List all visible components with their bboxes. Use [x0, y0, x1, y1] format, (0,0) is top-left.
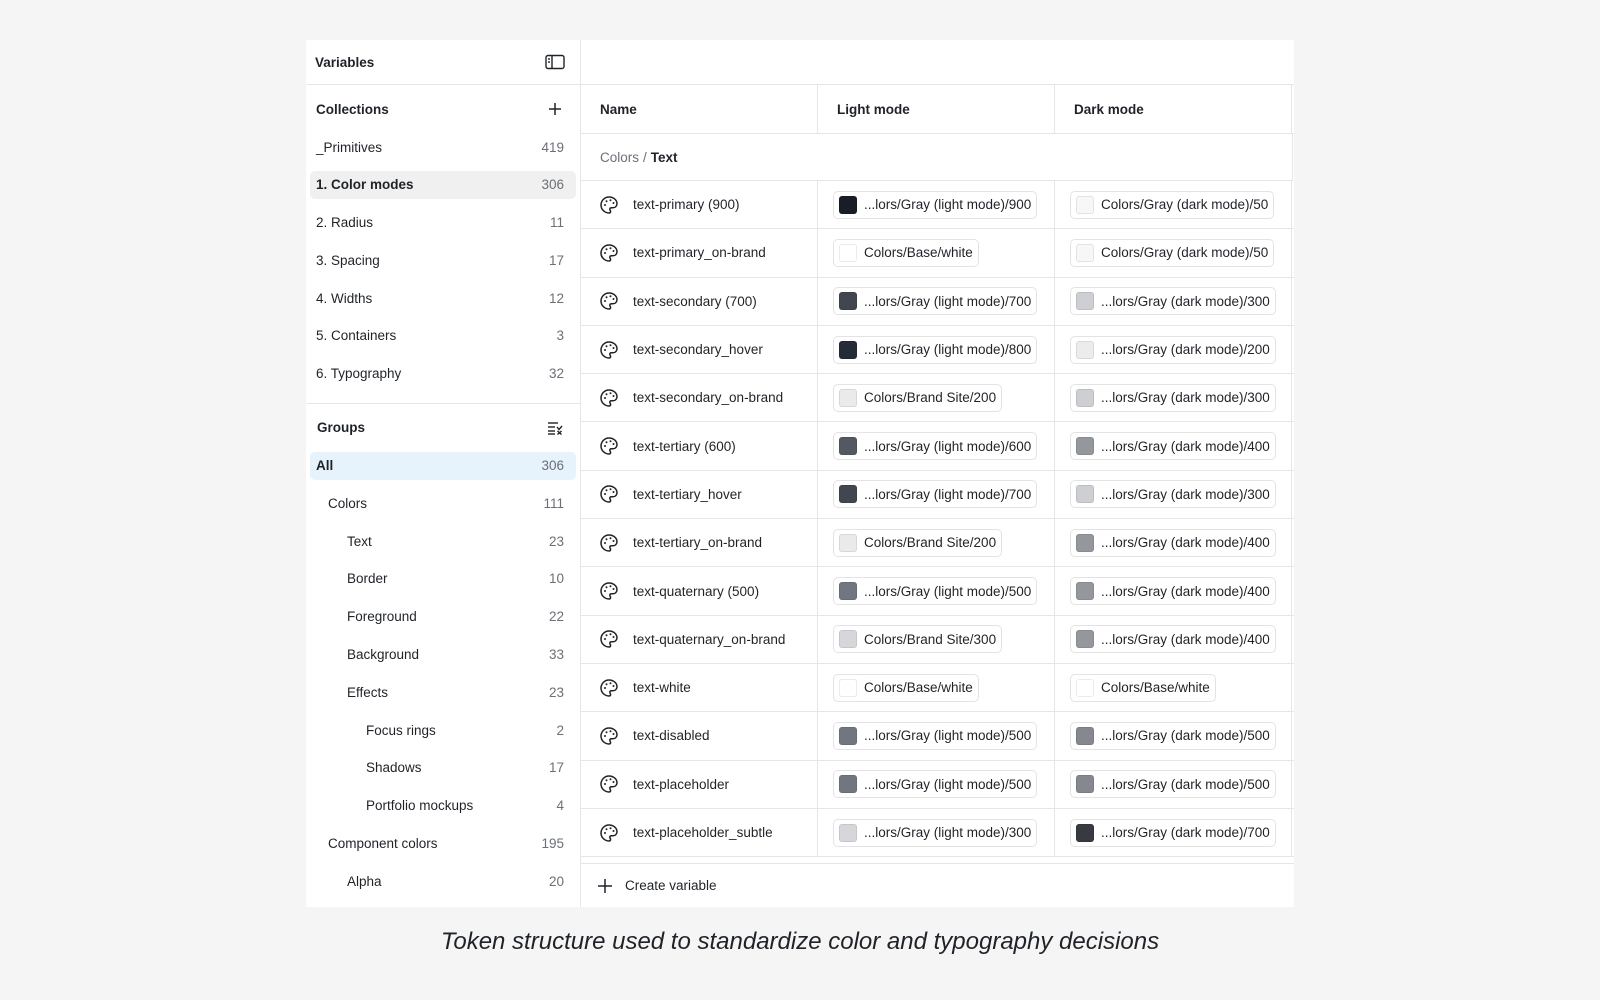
variable-name: text-placeholder: [633, 776, 730, 792]
group-item[interactable]: [310, 565, 576, 593]
group-label: Component colors: [328, 836, 438, 852]
group-count: 2: [556, 722, 564, 738]
light-mode-alias-chip[interactable]: [833, 770, 1037, 798]
group-breadcrumb: [581, 134, 1293, 181]
color-swatch: [1076, 389, 1094, 407]
color-swatch: [1076, 244, 1094, 262]
color-swatch: [839, 775, 857, 793]
variable-name: text-placeholder_subtle: [633, 825, 773, 840]
color-swatch: [839, 534, 857, 552]
group-label: Portfolio mockups: [366, 798, 474, 814]
palette-icon: [599, 436, 619, 456]
alias-label: ...lors/Gray (light mode)/700: [864, 293, 1032, 309]
color-swatch: [1076, 196, 1094, 214]
group-label: Alpha: [347, 873, 382, 889]
light-mode-alias-chip[interactable]: [833, 432, 1037, 460]
color-swatch: [839, 244, 857, 262]
alias-label: Colors/Brand Site/200: [864, 390, 997, 406]
variable-name: text-secondary_on-brand: [633, 390, 784, 406]
table-row[interactable]: [581, 278, 1294, 326]
group-item[interactable]: [310, 527, 576, 555]
dark-mode-cell: [1055, 229, 1292, 276]
sidebar: [306, 40, 581, 907]
palette-icon: [599, 484, 619, 504]
dark-mode-cell: [1055, 664, 1292, 711]
group-item[interactable]: [310, 792, 576, 820]
table-row[interactable]: [581, 229, 1294, 277]
variable-name-cell[interactable]: [581, 471, 818, 518]
dark-mode-alias-chip[interactable]: [1070, 577, 1276, 605]
variable-name-cell[interactable]: [581, 664, 818, 711]
sidebar-header: [306, 40, 580, 85]
table-row[interactable]: [581, 809, 1294, 857]
color-swatch: [839, 630, 857, 648]
group-label: Foreground: [347, 609, 417, 625]
color-swatch: [1076, 485, 1094, 503]
palette-icon: [599, 195, 619, 215]
light-mode-alias-chip[interactable]: [833, 577, 1037, 605]
group-item[interactable]: [310, 452, 576, 480]
light-mode-alias-chip[interactable]: [833, 529, 1002, 557]
table-row[interactable]: [581, 664, 1294, 712]
variable-name: text-disabled: [633, 728, 710, 744]
group-label: Text: [347, 533, 372, 549]
light-mode-alias-chip[interactable]: [833, 287, 1037, 315]
color-swatch: [839, 292, 857, 310]
variable-name-cell[interactable]: [581, 229, 818, 276]
variable-name: text-quaternary_on-brand: [633, 631, 786, 647]
collection-label: 5. Containers: [316, 328, 397, 344]
group-count: 10: [548, 571, 564, 587]
variable-name: text-tertiary_hover: [633, 486, 742, 502]
light-mode-alias-chip[interactable]: [833, 336, 1037, 364]
group-label: Background: [347, 647, 420, 663]
collection-count: 11: [549, 215, 564, 231]
variable-name-cell[interactable]: [581, 761, 818, 808]
figure-caption: Token structure used to standardize color and typography decisions: [440, 928, 1160, 955]
palette-icon: [599, 774, 619, 794]
dark-mode-cell: [1055, 374, 1292, 421]
variable-name: text-secondary (700): [633, 293, 757, 309]
dark-mode-alias-chip[interactable]: [1070, 770, 1276, 798]
table-body: [581, 181, 1294, 866]
alias-label: ...lors/Gray (light mode)/500: [864, 776, 1032, 792]
group-count: 306: [541, 458, 564, 474]
collection-item[interactable]: [310, 360, 576, 388]
color-swatch: [839, 196, 857, 214]
color-swatch: [1076, 292, 1094, 310]
alias-label: ...lors/Gray (light mode)/900: [864, 197, 1032, 213]
palette-icon: [599, 629, 619, 649]
dark-mode-alias-chip[interactable]: [1070, 239, 1274, 267]
group-count: 20: [548, 873, 564, 889]
variable-name: text-quaternary (500): [633, 583, 760, 599]
variable-name: text-tertiary (600): [633, 438, 736, 454]
light-mode-alias-chip[interactable]: [833, 239, 979, 267]
dark-mode-cell: [1055, 326, 1292, 373]
alias-label: ...lors/Gray (dark mode)/500: [1101, 776, 1270, 792]
palette-icon: [599, 823, 619, 843]
color-swatch: [1076, 727, 1094, 745]
collection-count: 3: [556, 328, 564, 344]
light-mode-cell: [818, 422, 1055, 469]
variable-name-cell[interactable]: [581, 712, 818, 759]
dark-mode-alias-chip[interactable]: [1070, 191, 1274, 219]
color-swatch: [1076, 582, 1094, 600]
group-label: Colors: [328, 495, 368, 511]
alias-label: Colors/Brand Site/300: [864, 631, 997, 647]
group-item[interactable]: [310, 641, 576, 669]
light-mode-cell: [818, 374, 1055, 421]
collection-count: 12: [548, 290, 564, 306]
alias-label: ...lors/Gray (light mode)/300: [864, 825, 1032, 840]
group-count: 23: [548, 684, 564, 700]
collection-count: 32: [548, 366, 564, 382]
palette-icon: [599, 726, 619, 746]
light-mode-alias-chip[interactable]: [833, 625, 1002, 653]
palette-icon: [599, 340, 619, 360]
plus-icon: [597, 878, 613, 894]
alias-label: ...lors/Gray (dark mode)/300: [1101, 390, 1270, 406]
collection-label: 1. Color modes: [316, 177, 414, 193]
light-mode-cell: [818, 712, 1055, 759]
color-swatch: [1076, 534, 1094, 552]
dark-mode-alias-chip[interactable]: [1070, 674, 1216, 702]
collections-list: [306, 133, 580, 398]
color-swatch: [839, 437, 857, 455]
color-swatch: [1076, 824, 1094, 842]
group-label: Shadows: [366, 760, 422, 776]
color-swatch: [1076, 437, 1094, 455]
create-variable-label: Create variable: [625, 878, 717, 893]
light-mode-cell: [818, 229, 1055, 276]
group-count: 111: [543, 495, 564, 511]
variable-name-cell[interactable]: [581, 519, 818, 566]
group-count: 195: [541, 836, 564, 852]
group-label: Effects: [347, 684, 389, 700]
palette-icon: [599, 678, 619, 698]
dark-mode-cell: [1055, 616, 1292, 663]
alias-label: ...lors/Gray (dark mode)/400: [1101, 438, 1270, 454]
table-toolbar: [581, 40, 1294, 85]
group-item[interactable]: [310, 678, 576, 706]
variable-name-cell[interactable]: [581, 567, 818, 614]
light-mode-cell: [818, 809, 1055, 856]
alias-label: ...lors/Gray (dark mode)/400: [1101, 583, 1270, 599]
alias-label: Colors/Base/white: [864, 245, 973, 261]
table-row[interactable]: [581, 567, 1294, 615]
alias-label: ...lors/Gray (light mode)/500: [864, 728, 1032, 744]
add-collection-plus-icon[interactable]: [544, 98, 566, 120]
light-mode-cell: [818, 616, 1055, 663]
alias-label: Colors/Brand Site/200: [864, 535, 997, 551]
variable-name: text-primary_on-brand: [633, 245, 766, 261]
light-mode-alias-chip[interactable]: [833, 722, 1037, 750]
palette-icon: [599, 243, 619, 263]
group-item[interactable]: [310, 489, 576, 517]
group-label: Border: [347, 571, 388, 587]
light-mode-cell: [818, 761, 1055, 808]
dark-mode-alias-chip[interactable]: [1070, 480, 1276, 508]
color-swatch: [839, 679, 857, 697]
collection-label: 4. Widths: [316, 290, 373, 306]
light-mode-cell: [818, 471, 1055, 518]
color-swatch: [839, 389, 857, 407]
group-item[interactable]: [310, 754, 576, 782]
light-mode-alias-chip[interactable]: [833, 480, 1037, 508]
light-mode-cell: [818, 664, 1055, 711]
create-variable-button[interactable]: [581, 863, 1294, 907]
light-mode-cell: [818, 181, 1055, 228]
table-row[interactable]: [581, 471, 1294, 519]
breadcrumb-separator: /: [643, 149, 647, 165]
column-header-dark-mode[interactable]: Dark mode: [1055, 85, 1292, 133]
list-filter-icon[interactable]: [544, 417, 566, 439]
collection-item[interactable]: [310, 209, 576, 237]
dark-mode-alias-chip[interactable]: [1070, 287, 1276, 315]
groups-list: [306, 452, 580, 896]
table-row[interactable]: [581, 761, 1294, 809]
table-row[interactable]: [581, 616, 1294, 664]
alias-label: Colors/Gray (dark mode)/50: [1101, 245, 1269, 261]
group-item[interactable]: [310, 867, 576, 895]
variable-name: text-secondary_hover: [633, 342, 763, 358]
collection-item[interactable]: [310, 322, 576, 350]
alias-label: ...lors/Gray (dark mode)/300: [1101, 486, 1270, 502]
alias-label: Colors/Gray (dark mode)/50: [1101, 197, 1269, 213]
alias-label: ...lors/Gray (dark mode)/400: [1101, 631, 1270, 647]
collection-item[interactable]: [310, 171, 576, 199]
panel-title: Variables: [315, 54, 375, 70]
table-row[interactable]: [581, 326, 1294, 374]
collection-count: 419: [541, 139, 564, 155]
group-item[interactable]: [310, 830, 576, 858]
light-mode-alias-chip[interactable]: [833, 819, 1037, 847]
breadcrumb-parent: Colors: [600, 149, 640, 165]
table-row[interactable]: [581, 374, 1294, 422]
variable-name-cell[interactable]: [581, 374, 818, 421]
color-swatch: [1076, 630, 1094, 648]
variable-name: text-tertiary_on-brand: [633, 535, 763, 551]
dark-mode-alias-chip[interactable]: [1070, 529, 1276, 557]
collections-title: Collections: [316, 101, 389, 117]
dark-mode-cell: [1055, 422, 1292, 469]
collection-label: 3. Spacing: [316, 252, 380, 268]
alias-label: ...lors/Gray (dark mode)/200: [1101, 342, 1270, 358]
collection-count: 17: [548, 252, 564, 268]
alias-label: ...lors/Gray (dark mode)/500: [1101, 728, 1270, 744]
color-swatch: [839, 485, 857, 503]
light-mode-alias-chip[interactable]: [833, 674, 979, 702]
color-swatch: [1076, 341, 1094, 359]
color-swatch: [839, 582, 857, 600]
alias-label: ...lors/Gray (light mode)/600: [864, 438, 1032, 454]
variable-name: text-primary (900): [633, 197, 740, 213]
palette-icon: [599, 533, 619, 553]
light-mode-cell: [818, 567, 1055, 614]
group-label: Focus rings: [366, 722, 436, 738]
palette-icon: [599, 388, 619, 408]
groups-header: [306, 404, 580, 452]
variables-table-panel: [581, 40, 1294, 907]
color-swatch: [1076, 679, 1094, 697]
color-swatch: [839, 341, 857, 359]
variable-name-cell[interactable]: [581, 422, 818, 469]
variables-window: [306, 40, 1294, 907]
groups-title: Groups: [317, 420, 366, 436]
light-mode-cell: [818, 326, 1055, 373]
sidebar-panel-icon[interactable]: [544, 51, 566, 73]
dark-mode-cell: [1055, 712, 1292, 759]
alias-label: ...lors/Gray (dark mode)/300: [1101, 293, 1270, 309]
collection-label: 6. Typography: [316, 366, 402, 382]
collections-header: [306, 85, 580, 133]
column-header-light-mode[interactable]: Light mode: [818, 85, 1055, 133]
variable-name-cell[interactable]: [581, 616, 818, 663]
alias-label: ...lors/Gray (light mode)/500: [864, 583, 1032, 599]
collection-count: 306: [541, 177, 564, 193]
breadcrumb-current: Text: [650, 149, 678, 165]
alias-label: ...lors/Gray (light mode)/800: [864, 342, 1032, 358]
collection-label: 2. Radius: [316, 215, 374, 231]
dark-mode-alias-chip[interactable]: [1070, 625, 1276, 653]
dark-mode-cell: [1055, 519, 1292, 566]
variable-name-cell[interactable]: [581, 278, 818, 325]
dark-mode-cell: [1055, 181, 1292, 228]
table-header: [581, 85, 1294, 134]
dark-mode-cell: [1055, 761, 1292, 808]
group-count: 33: [548, 647, 564, 663]
light-mode-alias-chip[interactable]: [833, 384, 1002, 412]
group-item[interactable]: [310, 716, 576, 744]
color-swatch: [839, 727, 857, 745]
variable-name: text-white: [633, 680, 691, 696]
alias-label: Colors/Base/white: [1101, 680, 1210, 696]
table-row[interactable]: [581, 422, 1294, 470]
group-count: 4: [556, 798, 564, 814]
palette-icon: [599, 581, 619, 601]
dark-mode-alias-chip[interactable]: [1070, 722, 1276, 750]
table-row[interactable]: [581, 712, 1294, 760]
color-swatch: [1076, 775, 1094, 793]
collection-item[interactable]: [310, 246, 576, 274]
dark-mode-alias-chip[interactable]: [1070, 384, 1276, 412]
group-item[interactable]: [310, 603, 576, 631]
column-header-name[interactable]: Name: [581, 85, 818, 133]
variable-name-cell[interactable]: [581, 181, 818, 228]
dark-mode-alias-chip[interactable]: [1070, 819, 1276, 847]
alias-label: ...lors/Gray (dark mode)/700: [1101, 825, 1270, 840]
collection-label: _Primitives: [316, 139, 383, 155]
table-row[interactable]: [581, 519, 1294, 567]
palette-icon: [599, 291, 619, 311]
table-row[interactable]: [581, 181, 1294, 229]
group-count: 22: [548, 609, 564, 625]
variable-name-cell[interactable]: [581, 809, 818, 856]
dark-mode-alias-chip[interactable]: [1070, 432, 1276, 460]
color-swatch: [839, 824, 857, 842]
collection-item[interactable]: [310, 133, 576, 161]
dark-mode-cell: [1055, 278, 1292, 325]
dark-mode-cell: [1055, 567, 1292, 614]
alias-label: ...lors/Gray (light mode)/700: [864, 486, 1032, 502]
alias-label: ...lors/Gray (dark mode)/400: [1101, 535, 1270, 551]
alias-label: Colors/Base/white: [864, 680, 973, 696]
group-count: 23: [548, 533, 564, 549]
group-label: All: [316, 458, 334, 474]
group-count: 17: [548, 760, 564, 776]
light-mode-cell: [818, 519, 1055, 566]
light-mode-cell: [818, 278, 1055, 325]
dark-mode-alias-chip[interactable]: [1070, 336, 1276, 364]
dark-mode-cell: [1055, 809, 1292, 856]
light-mode-alias-chip[interactable]: [833, 191, 1037, 219]
collection-item[interactable]: [310, 284, 576, 312]
variable-name-cell[interactable]: [581, 326, 818, 373]
dark-mode-cell: [1055, 471, 1292, 518]
